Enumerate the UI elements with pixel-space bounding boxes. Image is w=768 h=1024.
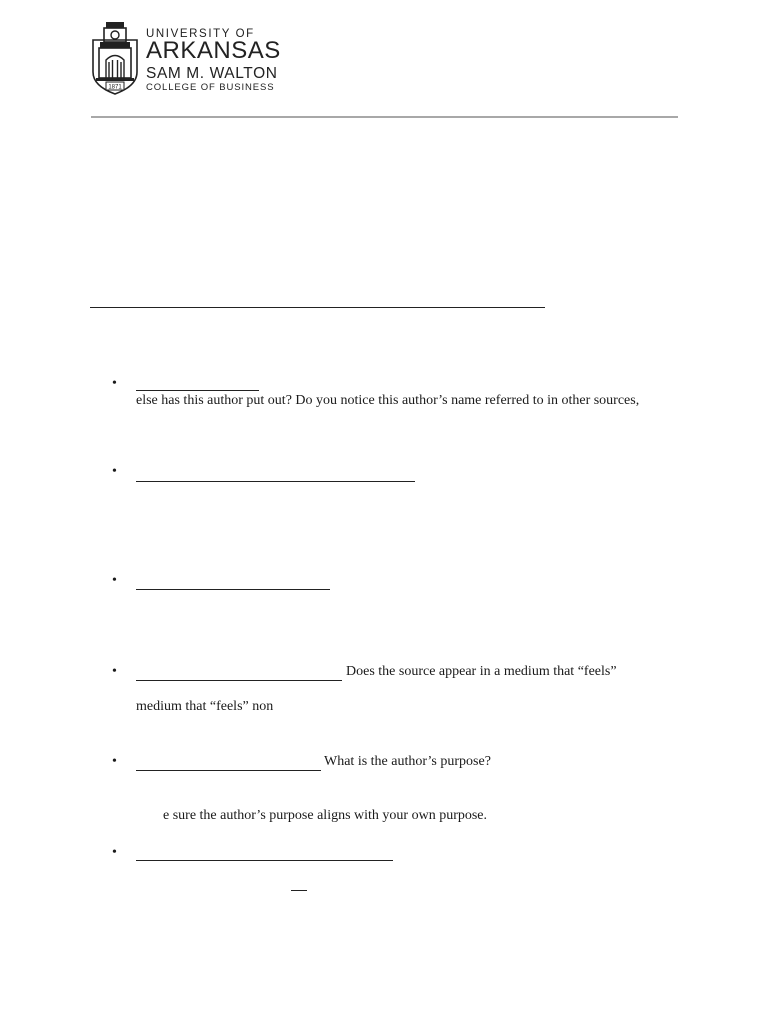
item-continuation: else has this author put out? Do you notice this author’s name referred to in other sources,: [136, 393, 640, 408]
item-heading-blank: [136, 589, 330, 590]
bullet: •: [112, 376, 117, 391]
item-heading-blank: [136, 390, 259, 391]
logo-text: [146, 28, 281, 93]
dash-line: [291, 890, 307, 891]
item-text: What is the author’s purpose?: [324, 754, 491, 769]
seal-year: 1871: [108, 84, 122, 91]
item-heading-blank: [136, 770, 321, 771]
bullet: •: [112, 845, 117, 860]
item-heading-blank: [136, 481, 415, 482]
title-underline: [90, 307, 545, 308]
old-main-building-icon: [90, 20, 140, 96]
item-heading-blank: [136, 680, 342, 681]
logo-college-of-business: COLLEGE OF BUSINESS: [146, 82, 275, 93]
item-text: Does the source appear in a medium that “feels”: [346, 664, 617, 679]
header-divider: [91, 116, 678, 118]
university-logo: [90, 20, 281, 98]
item-continuation: medium that “feels” non: [136, 699, 274, 714]
bullet: •: [112, 754, 117, 769]
item-continuation: e sure the author’s purpose aligns with your own purpose.: [163, 808, 488, 823]
logo-sam-m-walton: SAM M. WALTON: [146, 65, 278, 82]
bullet: •: [112, 464, 117, 479]
bullet: •: [112, 573, 117, 588]
item-heading-blank: [136, 860, 393, 861]
bullet: •: [112, 664, 117, 679]
logo-university-of: UNIVERSITY OF: [146, 28, 255, 40]
logo-arkansas: ARKANSAS: [146, 37, 281, 64]
